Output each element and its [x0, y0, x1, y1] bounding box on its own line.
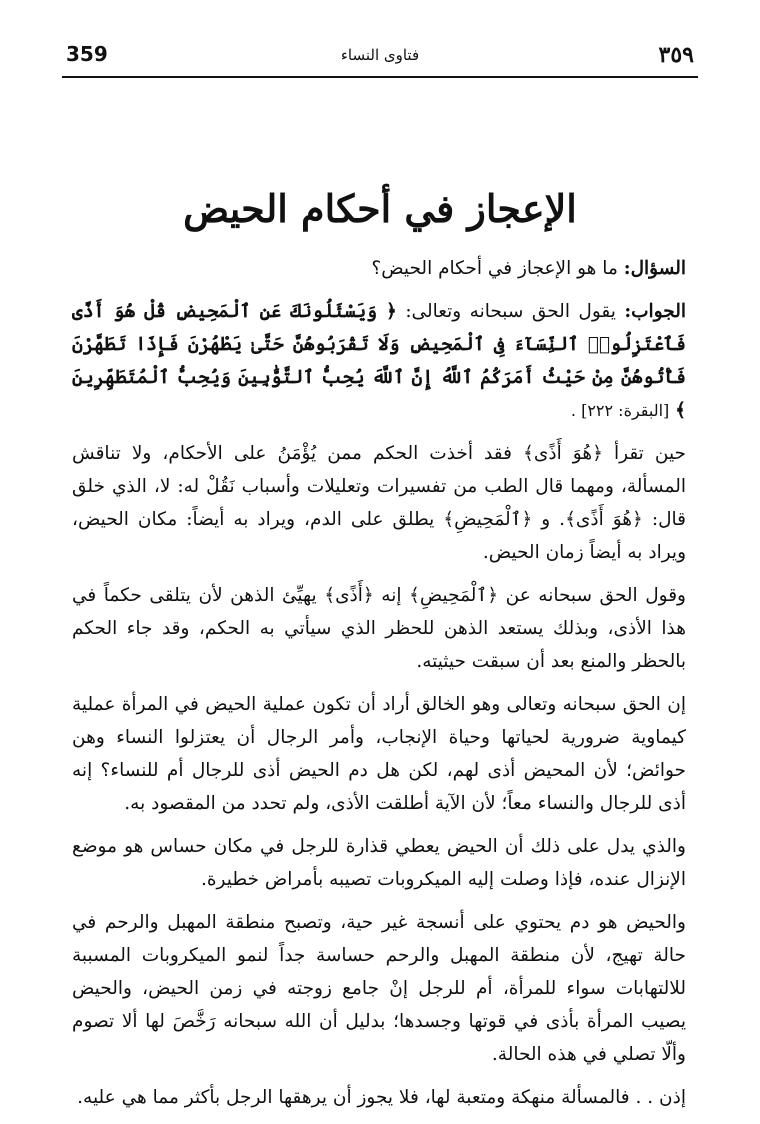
paragraph-4: والذي يدل على ذلك أن الحيض يعطي قذارة للرجل في مكان حساس هو موضع الإنزال عنده، فإذا وصلت إليه الميكروبات تصيبه بأمراض خطيرة.: [72, 836, 686, 890]
article-title: الإعجاز في أحكام الحيض: [183, 186, 577, 231]
question-text: ما هو الإعجاز في أحكام الحيض؟: [371, 258, 618, 279]
paragraph-2: وقول الحق سبحانه عن ﴿ٱلْمَحِيضِ﴾ إنه ﴿أَذًى﴾ يهيِّئ الذهن لأن يتلقى حكماً في هذا الأذى، وبذلك يستعد الذهن للحظر الذي سيأتي به الحكم، وقد جاء الحكم بالحظر والمنع بعد أن سبقت حيثيته.: [72, 585, 686, 672]
page-number: 359: [66, 42, 108, 66]
answer-label: الجواب:: [624, 301, 686, 322]
answer-paragraph: [72, 295, 686, 427]
question-label: السؤال:: [623, 258, 686, 279]
paragraph-1: حين تقرأ ﴿هُوَ أَذًى﴾ فقد أخذت الحكم ممن يُؤْمَنُ على الأحكام، ولا تناقش المسألة، ومهما قال الطب من تفسيرات وتعليلات وأسباب نَقُلْ له: لا، الذي خلق قال: ﴿هُوَ أَذًى﴾. و ﴿ٱلْمَحِيضِ﴾ يطلق على الدم، ويراد به أيضاً: مكان الحيض، ويراد به أيضاً زمان الحيض.: [72, 443, 686, 563]
paragraph-3: إن الحق سبحانه وتعالى وهو الخالق أراد أن تكون عملية الحيض في المرأة عملية كيماوية ضرورية لحياتها وحياة الإنجاب، وأمر الرجال أن يعتزلوا النساء وهن حوائض؛ لأن المحيض أذى لهم، لكن هل دم الحيض أذى للرجال أم للنساء؟ إنه أذى للرجال والنساء معاً؛ لأن الآية أطلقت الأذى، ولم تحدد من المقصود به.: [72, 694, 686, 814]
running-title: فتاوى النساء: [340, 46, 420, 64]
page-header: [62, 42, 698, 78]
quran-verse: ﴿ وَيَسْئَلُونَكَ عَنِ ٱلْمَحِيضِ قُلْ هُوَ أَذًى فَٱعْتَزِلُوا۟ ٱلنِّسَآءَ فِى ٱلْمَحِيضِ وَلَا تَقْرَبُوهُنَّ حَتَّىٰ يَطْهُرْنَ فَإِذَا تَطَهَّرْنَ فَأْتُوهُنَّ مِنْ حَيْثُ أَمَرَكُمُ ٱللَّهُ إِنَّ ٱللَّهَ يُحِبُّ ٱلتَّوَّٰبِينَ وَيُحِبُّ ٱلْمُتَطَهِّرِينَ ﴾: [72, 301, 686, 421]
page-number-arabic: ٣٥٩: [658, 42, 694, 68]
question-paragraph: [72, 252, 686, 285]
paragraph-5: والحيض هو دم يحتوي على أنسجة غير حية، وتصبح منطقة المهبل والرحم في حالة تهيج، لأن منطقة المهبل والرحم حساسة جداً لنمو الميكروبات المسببة للالتهابات سواء للمرأة، أم للرجل إنْ جامع زوجته في زمن الحيض، والحيض يصيب المرأة بأذى في قوتها وجسدها؛ بدليل أن الله سبحانه رَخَّصَ لها ألا تصوم وألّا تصلي في هذه الحالة.: [72, 912, 686, 1065]
answer-intro: يقول الحق سبحانه وتعالى:: [405, 301, 616, 322]
verse-reference: [البقرة: ٢٢٢] .: [570, 401, 670, 420]
article-body: [72, 252, 686, 1124]
paragraph-6: إذن . . فالمسألة منهكة ومتعبة لها، فلا يجوز أن يرهقها الرجل بأكثر مما هي عليه.: [77, 1087, 686, 1108]
